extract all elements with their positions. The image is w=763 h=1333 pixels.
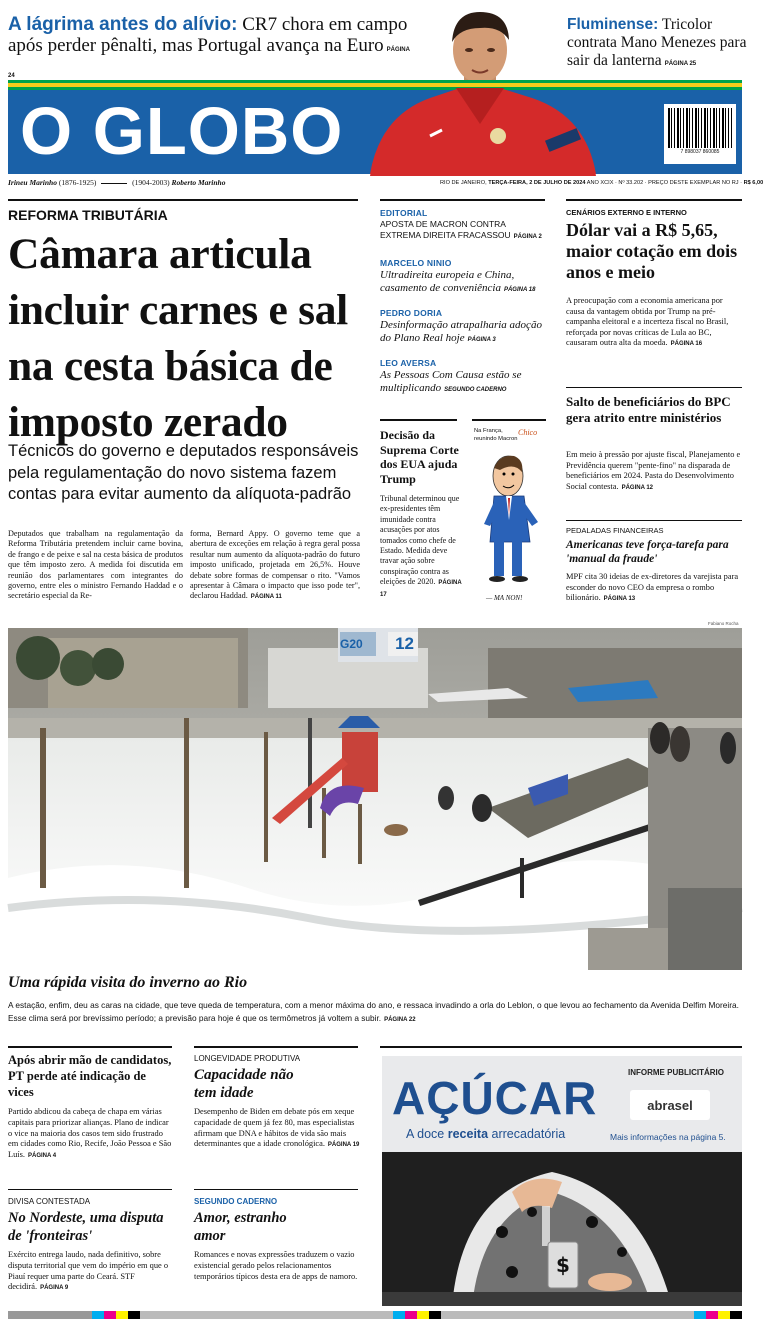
- dollar-headline[interactable]: Dólar vai a R$ 5,65, maior cotação em dois anos e meio: [566, 220, 738, 282]
- lead-headline[interactable]: Câmara articula incluir carnes e sal na cesta básica de imposto zerado: [8, 230, 348, 446]
- lead-subhead: Técnicos do governo e deputados responsáveis pela regulamentação do novo sistema fazem contas para evitar aumento da alíquota-padrão: [8, 442, 359, 503]
- opinion-author: LEO AVERSA: [380, 358, 437, 368]
- lead-body-text: forma, Bernard Appy. O governo teme que a abertura de exceções em relação à regra geral possa resultar num aumento da alíquota-padrão do futuro imposto unificado, projetada em 26,5%. Houve debate sobre formas de compensar o rito. "Vamos apresentar à Câmara o impacto que isso pode ter", declarou Haddad.: [190, 529, 360, 601]
- page-ref: PÁGINA 9: [40, 1285, 69, 1292]
- americanas-headline[interactable]: Americanas teve força-tarefa para 'manual da fraude': [566, 539, 729, 565]
- page-ref: PÁGINA 3: [467, 337, 496, 343]
- longevidade-body: Desempenho de Biden em debate pós em xeque capacidade de quem já fez 80, mas especialistas afirmam que DNA e hábitos de vida são mais determinantes que a idade cronológica.: [194, 1107, 355, 1149]
- page-ref: PÁGINA 19: [327, 1142, 360, 1149]
- amor-body: Romances e novas expressões traduzem o vazio existencial gerado pelos relacionamentos temporários típicos desta era de apps de namoro.: [194, 1250, 358, 1281]
- ad-tagline-bold: receita: [447, 1127, 489, 1141]
- trump-body: Tribunal determinou que ex-presidentes têm imunidade contra acusações por atos tomados como chefe de Estado. Medida deve travar ação sobre conspiração contra as eleições de 2020.: [380, 494, 460, 587]
- nordeste-body-block: [8, 1250, 174, 1294]
- teaser-label: Fluminense:: [567, 16, 659, 33]
- opinion-title: Desinformação atrapalharia adoção do Plano Real hoje: [380, 319, 542, 344]
- bpc-headline[interactable]: Salto de beneficiários do BPC gera atrito entre ministérios: [566, 394, 731, 425]
- dollar-kicker: CENÁRIOS EXTERNO E INTERNO: [566, 208, 687, 217]
- teaser-text: Tricolor contrata Mano Menezes para sair da lanterna: [567, 16, 747, 69]
- pt-body: Partido abdicou da cabeça de chapa em várias capitais para priorizar alianças. Plano de indicar o vice na maioria dos casos tem sido frustrado em cidades como Rio, Recife, João Pessoa e São Luís.: [8, 1107, 172, 1160]
- dateline: [440, 179, 763, 187]
- ad-brand: abrasel: [647, 1097, 693, 1113]
- divider: [472, 419, 546, 421]
- top-teaser-right[interactable]: [567, 16, 747, 73]
- logo[interactable]: O GLOBO: [20, 94, 344, 169]
- nordeste-headline[interactable]: No Nordeste, uma disputa de 'fronteiras': [8, 1210, 164, 1244]
- winter-photo[interactable]: [8, 628, 742, 970]
- founder-right-years: (1904-2003): [132, 178, 170, 187]
- ad-title: AÇÚCAR: [392, 1072, 598, 1124]
- divider: [566, 520, 742, 521]
- ad-tagline-post: arrecadatória: [491, 1127, 566, 1141]
- opinion-list: [380, 207, 546, 407]
- photo-headline[interactable]: Uma rápida visita do inverno ao Rio: [8, 974, 248, 991]
- teaser-text: CR7 chora em campo após perder pênalti, mas Portugal avança na Euro: [8, 14, 408, 56]
- opinion-item[interactable]: [380, 207, 546, 257]
- founders-divider: [101, 183, 127, 184]
- opinion-title: APOSTA DE MACRON CONTRA EXTREMA DIREITA FRACASSOU: [380, 219, 511, 240]
- abrasel-logo: [630, 1090, 710, 1120]
- page-ref: PÁGINA 17: [380, 580, 462, 598]
- divider: [566, 199, 742, 201]
- dateline-place: RIO DE JANEIRO,: [440, 180, 487, 186]
- ad-label: INFORME PUBLICITÁRIO: [628, 1068, 724, 1077]
- divider: [380, 1046, 742, 1048]
- founder-left-name: Irineu Marinho: [8, 178, 57, 187]
- divider: [380, 419, 457, 421]
- longevidade-kicker: LONGEVIDADE PRODUTIVA: [194, 1054, 301, 1063]
- lead-body-col1: Deputados que trabalham na regulamentação da Reforma Tributária pretendem incluir carne bovina, de frango e de peixe e sal na cesta básica de produtos que têm imposto zero. A medida foi discutida em reunião dos parlamentares com integrantes do governo, entre eles o ministro Fernando Haddad e o secretário especial da Re-: [8, 529, 183, 601]
- nordeste-body: Exército entrega laudo, nada definitivo, sobre disputa territorial que vem do império em que o Piauí requer uma parte do Ceará. STF decidirá.: [8, 1250, 169, 1292]
- page-ref: PÁGINA 16: [670, 341, 703, 348]
- page-ref: PÁGINA 25: [664, 61, 697, 67]
- booth-number: 12: [395, 634, 414, 653]
- founder-right-name: Roberto Marinho: [171, 178, 226, 187]
- page-ref: SEGUNDO CADERNO: [444, 387, 507, 393]
- americanas-body: MPF cita 30 ideias de ex-diretores da varejista para esconder do novo CEO da empresa o rombo bilionário.: [566, 572, 739, 603]
- lead-body-col2: [190, 529, 360, 603]
- page-ref: PÁGINA 24: [8, 47, 410, 79]
- opinion-author: MARCELO NINIO: [380, 258, 452, 268]
- ad-more: Mais informações na página 5.: [610, 1132, 726, 1142]
- dollar-body: A preocupação com a economia americana por causa da vantagem obtida por Trump na pré-campanha eleitoral e a incerteza fiscal no Brasil, reforçada por novas críticas de Lula ao BC, causaram outra alta da moeda.: [566, 296, 729, 348]
- page-ref: PÁGINA 13: [603, 596, 636, 603]
- cartoon-caption: Na França, reunindo Macron: [474, 428, 518, 442]
- photo-body-block: [8, 999, 742, 1027]
- photo-body: A estação, enfim, deu as caras na cidade, que teve queda de temperatura, com a menor máxima do ano, e ressaca invadindo a orla do Leblon, o que levou ao fechamento da Avenida Delfim Moreira. Esse clima será por brevíssimo período; a previsão para hoje é que os termômetros já voltem a subir.: [8, 1000, 739, 1023]
- divider: [194, 1189, 358, 1190]
- longevidade-headline[interactable]: Capacidade não tem idade: [194, 1067, 294, 1101]
- cartoon-signature: Chico: [518, 428, 538, 437]
- masthead-flag-stripe: [8, 80, 742, 90]
- ad-box[interactable]: [382, 1056, 742, 1306]
- top-teaser-left[interactable]: [8, 14, 418, 87]
- pt-headline[interactable]: Após abrir mão de candidatos, PT perde até indicação de vices: [8, 1053, 172, 1099]
- g20-logo: G20: [340, 637, 363, 651]
- dollar-body-block: [566, 296, 742, 350]
- g20-booth: [334, 630, 420, 658]
- amor-kicker: SEGUNDO CADERNO: [194, 1197, 278, 1206]
- svg-text:$: $: [556, 1253, 570, 1277]
- divider: [8, 1046, 172, 1048]
- page-ref: PÁGINA 12: [621, 484, 654, 491]
- americanas-body-block: [566, 572, 742, 605]
- amor-headline[interactable]: Amor, estranho amor: [194, 1210, 287, 1244]
- opinion-item[interactable]: [380, 257, 546, 307]
- divider: [566, 387, 742, 388]
- opinion-author: EDITORIAL: [380, 208, 428, 218]
- divider: [380, 199, 545, 201]
- ad-tagline-pre: A doce: [406, 1127, 445, 1141]
- page-ref: PÁGINA 2: [513, 233, 542, 240]
- longevidade-body-block: [194, 1107, 360, 1151]
- barcode: [664, 104, 736, 164]
- nordeste-kicker: DIVISA CONTESTADA: [8, 1197, 91, 1206]
- bpc-body: Em meio à pressão por ajuste fiscal, Planejamento e Previdência querem "pente-fino" na disparada de beneficiários em 2024. Pasta do Desenvolvimento Social contesta.: [566, 450, 741, 491]
- photo-credit: Fabiano Rocha: [708, 621, 739, 626]
- registration-bar: [8, 1311, 742, 1319]
- opinion-item[interactable]: [380, 357, 546, 407]
- ad-tagline: [406, 1127, 565, 1141]
- trump-headline[interactable]: Decisão da Suprema Corte dos EUA ajuda Trump: [380, 428, 459, 486]
- opinion-author: PEDRO DORIA: [380, 308, 443, 318]
- divider: [8, 1189, 172, 1190]
- teaser-label: A lágrima antes do alívio:: [8, 14, 238, 35]
- dateline-edition: ANO XCIX · Nº 33.202 · PREÇO DESTE EXEMPLAR NO RJ ·: [586, 180, 743, 186]
- cartoon-speech: — MA NON!: [486, 594, 523, 602]
- opinion-item[interactable]: [380, 307, 546, 357]
- page-ref: PÁGINA 11: [250, 594, 282, 601]
- bpc-body-block: [566, 450, 744, 493]
- dateline-date: TERÇA-FEIRA, 2 DE JULHO DE 2024: [488, 180, 586, 186]
- macron-cartoon: [480, 450, 546, 590]
- ad-photo: [382, 1152, 742, 1306]
- page-ref: PÁGINA 18: [503, 287, 536, 293]
- founders: [8, 178, 225, 187]
- divider: [194, 1046, 358, 1048]
- opinion-title: Ultradireita europeia e China, casamento de conveniência: [380, 269, 515, 294]
- pt-body-block: [8, 1107, 174, 1162]
- americanas-kicker: PEDALADAS FINANCEIRAS: [566, 526, 664, 535]
- dateline-price: R$ 6,00: [743, 180, 763, 186]
- page-ref: PÁGINA 4: [27, 1153, 57, 1160]
- divider: [8, 199, 358, 201]
- page-ref: PÁGINA 22: [384, 1016, 416, 1023]
- founder-left-years: (1876-1925): [58, 178, 97, 187]
- cr7-shirt: [370, 96, 596, 174]
- lead-kicker: REFORMA TRIBUTÁRIA: [8, 207, 168, 223]
- trump-body-block: [380, 494, 462, 600]
- barcode-digits: 7 898037 860085: [680, 149, 720, 155]
- opinion-title: As Pessoas Com Causa estão se multiplicando: [380, 369, 522, 394]
